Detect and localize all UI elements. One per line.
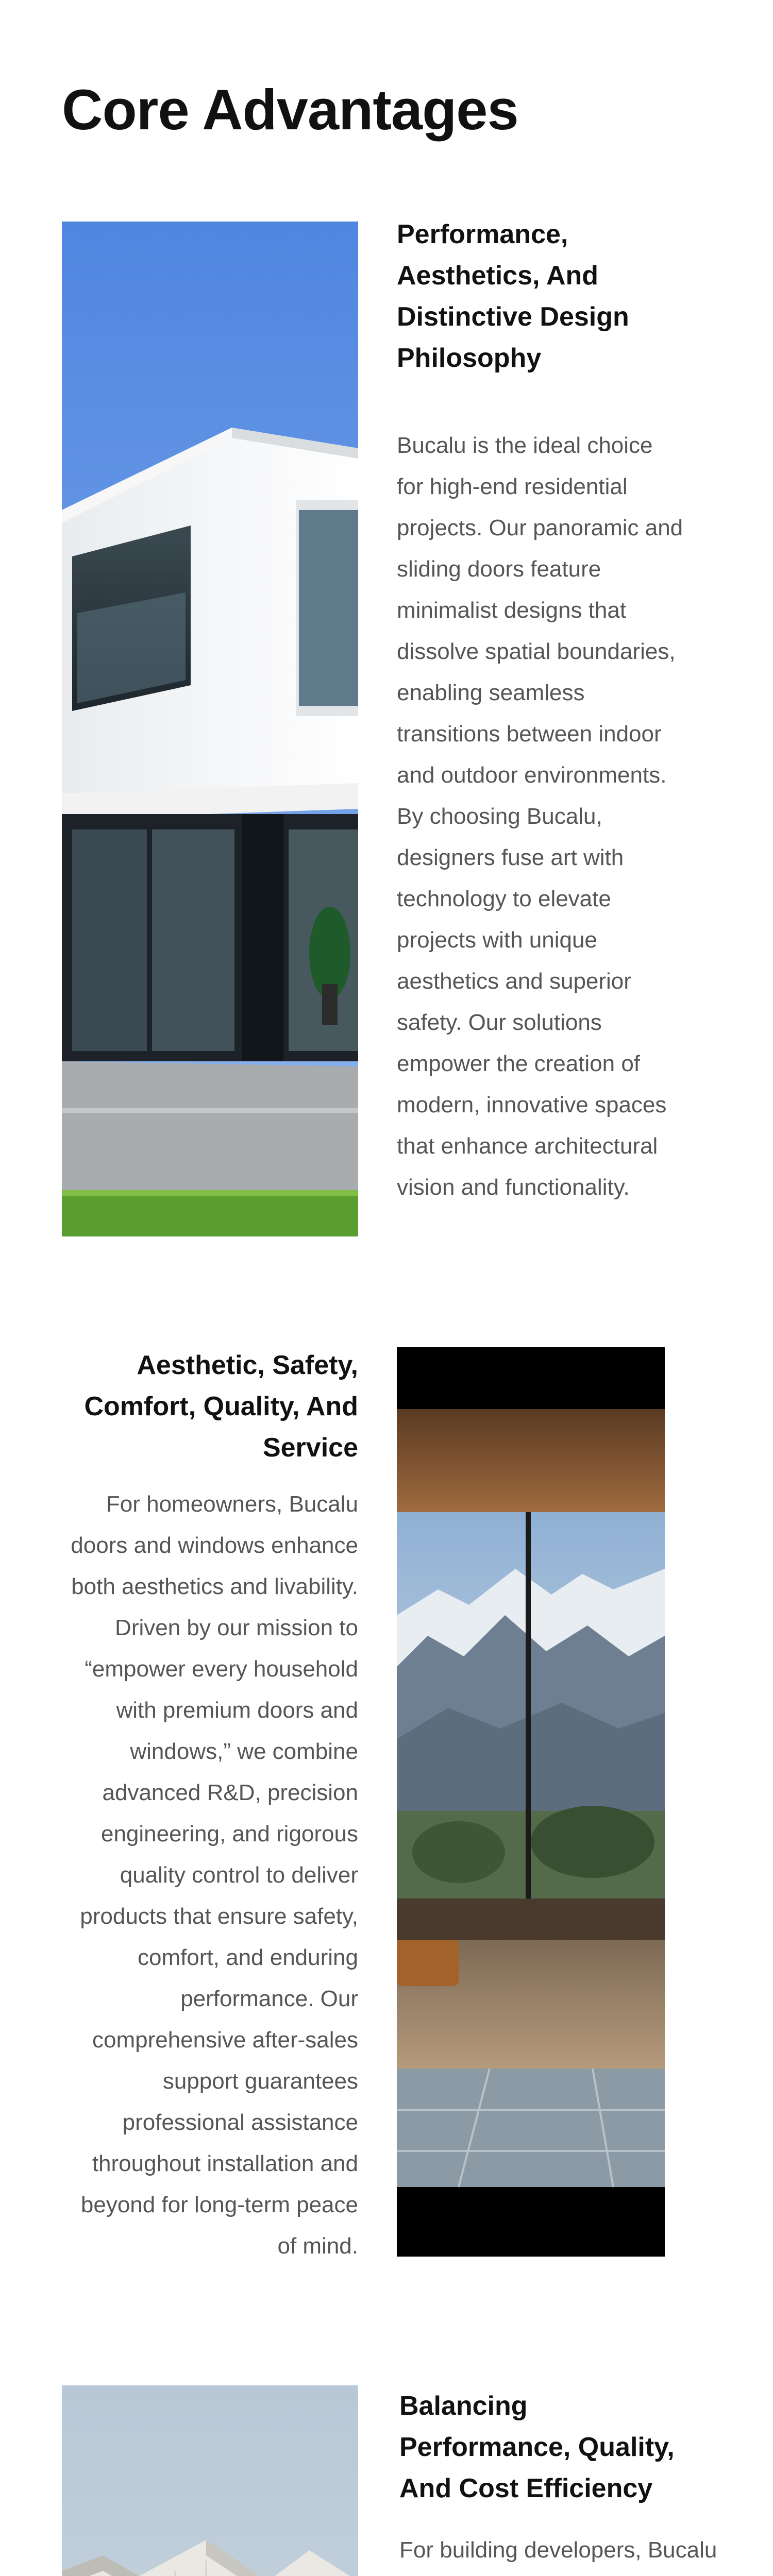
section-1-heading: Performance, Aesthetics, And Distinctive Design Philosophy (397, 219, 629, 373)
page-title: Core Advantages (62, 78, 518, 142)
section-3-heading: Balancing Performance, Quality, And Cost Efficiency (399, 2391, 675, 2503)
section-3-body: For building developers, Bucalu (399, 2537, 717, 2563)
white-townhouses-image (62, 2385, 358, 2576)
section-2-body: For homeowners, Bucalu doors and windows enhance both aesthetics and livability. Driven by our mission to “empower every household with premium doors and windows,” we combine advanced R&D, precision engineering, and rigorous quality control to deliver products that ensure safety, comfort, and enduring performance. Our comprehensive after-sales support guarantees professional assistance throughout installation and beyond for long-term peace of mind. (71, 1492, 358, 2259)
mountain-view-window-image (397, 1347, 665, 2257)
section-1-body: Bucalu is the ideal choice for high-end residential projects. Our panoramic and sliding doors feature minimalist designs that dissolve spatial boundaries, enabling seamless transitions between indoor and outdoor environments. By choosing Bucalu, designers fuse art with technology to elevate projects with unique aesthetics and superior safety. Our solutions empower the creation of modern, innovative spaces that enhance architectural vision and functionality. (397, 433, 683, 1200)
section-2-heading: Aesthetic, Safety, Comfort, Quality, And Service (84, 1350, 358, 1463)
modern-house-image (62, 222, 358, 1236)
